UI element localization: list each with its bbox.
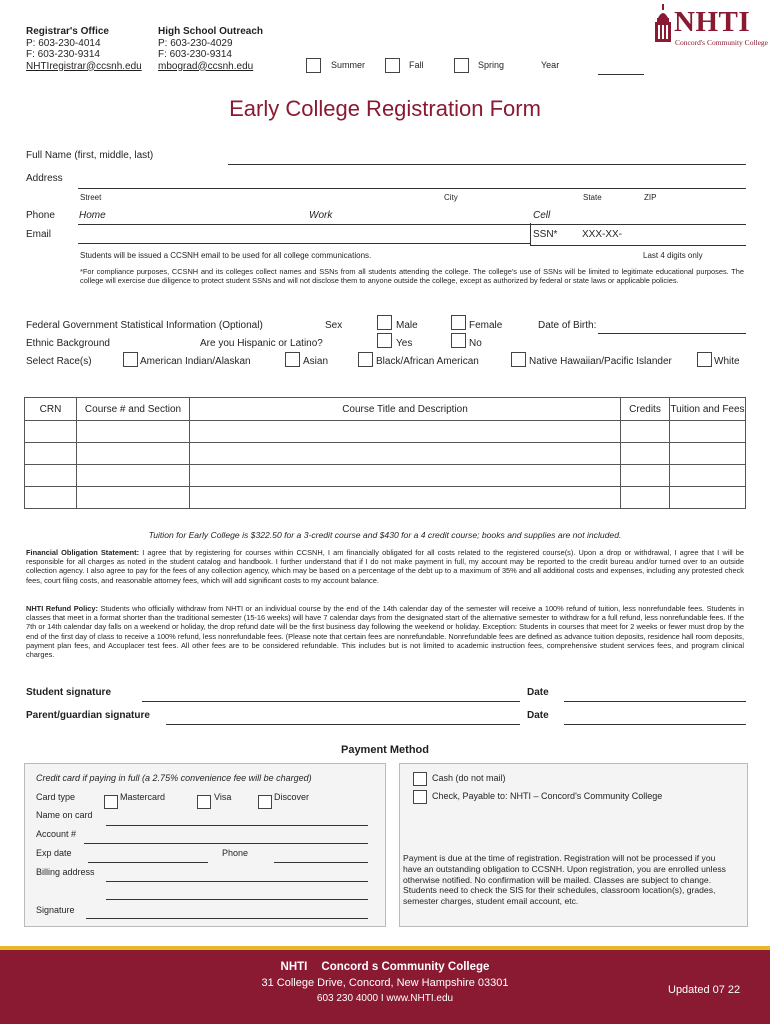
course-title-header: Course Title and Description bbox=[190, 398, 621, 421]
footer-contact[interactable]: 603 230 4000 I www.NHTI.edu bbox=[316, 993, 454, 1004]
refund-label: NHTI Refund Policy: bbox=[26, 604, 98, 613]
phone-label: Phone bbox=[26, 210, 55, 221]
female-label: Female bbox=[469, 320, 503, 331]
logo-name: NHTI bbox=[674, 6, 751, 38]
exp-date-field[interactable] bbox=[88, 862, 208, 863]
male-checkbox[interactable] bbox=[377, 315, 392, 330]
email-note: Students will be issued a CCSNH email to be used for all college communications. bbox=[80, 251, 372, 260]
yes-checkbox[interactable] bbox=[377, 333, 392, 348]
tuition-header: Tuition and Fees bbox=[670, 398, 746, 421]
credit-card-box bbox=[24, 763, 386, 927]
course-row[interactable] bbox=[25, 487, 746, 509]
summer-checkbox[interactable] bbox=[306, 58, 321, 73]
race-black-label: Black/African American bbox=[376, 356, 479, 367]
mastercard-label: Mastercard bbox=[120, 792, 166, 802]
registrar-fax: F: 603-230-9314 bbox=[26, 49, 100, 60]
check-checkbox[interactable] bbox=[413, 790, 427, 804]
address-label: Address bbox=[26, 173, 63, 184]
home-phone-label: Home bbox=[79, 210, 106, 221]
race-label: Select Race(s) bbox=[26, 356, 92, 367]
race-white-checkbox[interactable] bbox=[697, 352, 712, 367]
card-type-label: Card type bbox=[36, 792, 76, 802]
financial-label: Financial Obligation Statement: bbox=[26, 548, 140, 557]
exp-date-label: Exp date bbox=[36, 848, 72, 858]
course-table-header bbox=[25, 398, 746, 421]
visa-label: Visa bbox=[214, 792, 232, 802]
billing-address-label: Billing address bbox=[36, 867, 95, 877]
race-asian-label: Asian bbox=[303, 356, 329, 367]
footer-updated: Updated 07 22 bbox=[668, 984, 741, 996]
yes-label: Yes bbox=[396, 338, 413, 349]
street-label: Street bbox=[80, 193, 102, 202]
summer-label: Summer bbox=[331, 60, 366, 70]
parent-signature-label: Parent/guardian signature bbox=[26, 710, 150, 721]
crn-header: CRN bbox=[25, 398, 77, 421]
ssn-field[interactable]: XXX-XX- bbox=[582, 229, 623, 240]
city-label: City bbox=[444, 193, 458, 202]
refund-policy bbox=[26, 604, 744, 659]
fall-label: Fall bbox=[409, 60, 424, 70]
billing-address-field-2[interactable] bbox=[106, 899, 368, 900]
registrar-phone: P: 603-230-4014 bbox=[26, 37, 101, 49]
account-field[interactable] bbox=[84, 843, 368, 844]
work-phone-label: Work bbox=[309, 210, 333, 221]
course-section-header: Course # and Section bbox=[77, 398, 190, 421]
race-american-indian-label: American Indian/Alaskan bbox=[140, 356, 251, 367]
spring-label: Spring bbox=[478, 60, 505, 70]
race-black-checkbox[interactable] bbox=[358, 352, 373, 367]
financial-statement bbox=[26, 548, 744, 585]
address-field[interactable] bbox=[78, 188, 746, 189]
name-on-card-label: Name on card bbox=[36, 810, 93, 820]
full-name-label: Full Name (first, middle, last) bbox=[26, 150, 154, 161]
payment-notice: Payment is due at the time of registration. Registration will not be processed if you have an outstanding obligation to CCSNH. Upon registration, you are enrolled unless otherwise notified. No confirmation will be mailed. Classes are subject to change. Students need to check the SIS for their schedules, classroom location(s), grades, semester charges, student email account, etc. bbox=[403, 853, 726, 907]
course-row[interactable] bbox=[25, 465, 746, 487]
visa-checkbox[interactable] bbox=[197, 795, 211, 809]
cash-label: Cash (do not mail) bbox=[432, 773, 506, 783]
footer-college-name bbox=[0, 961, 770, 973]
card-phone-label: Phone bbox=[222, 848, 249, 858]
name-on-card-field[interactable] bbox=[106, 825, 368, 826]
footer-name-college: Concord s Community College bbox=[321, 961, 490, 973]
refund-text: Students who officially withdraw from NHTI or an individual course by the end of the 14th calendar day of the semester will receive a 100% refund of tuition, less nonrefundable fees. Students in classes that meet in a format shorter than the traditional semester (15-16 weeks) will have 7 calendar days from the designated start of the alternative semester to withdraw for a full refund, less nonrefundable fees. If the 7th or 14th calendar day falls on a weekend or holiday, the drop refund date will be the first business day following the weekend or holiday. Exception: Students in courses that meet for 2 weeks or fewer must drop by the end of the first day of class to receive a 100% refund, less nonrefundable fees. (Please note that certain fees are nonrefundable. Nonrefundable fees are defined as advance tuition deposits, residence hall room deposits, payment plan fees, and Accuplacer test fees. All other fees are to be considered refundable. This includes but is not limited to academic instruction fees, comprehensive student services fees, and program clinical charges. bbox=[26, 604, 744, 660]
sex-label: Sex bbox=[325, 320, 343, 331]
student-date-label: Date bbox=[527, 687, 549, 698]
nhti-logo-icon bbox=[652, 4, 674, 44]
email-field[interactable] bbox=[78, 243, 530, 244]
spring-checkbox[interactable] bbox=[454, 58, 469, 73]
ssn-divider bbox=[530, 223, 531, 245]
fall-checkbox[interactable] bbox=[385, 58, 400, 73]
stats-heading: Federal Government Statistical Information (Optional) bbox=[26, 320, 263, 331]
race-american-indian-checkbox[interactable] bbox=[123, 352, 138, 367]
outreach-email[interactable]: mbograd@ccsnh.edu bbox=[158, 60, 254, 72]
account-label: Account # bbox=[36, 829, 77, 839]
state-label: State bbox=[583, 193, 602, 202]
compliance-note: *For compliance purposes, CCSNH and its colleges collect names and SSNs from all students attending the college. The college's use of SSNs will be limited to legitimate educational purposes. The college will exercise due diligence to protect student SSNs and will not disclose them to anyone outside the college, except as authorized by federal or state laws or applicable policies. bbox=[80, 267, 744, 286]
ethnic-label: Ethnic Background bbox=[26, 338, 110, 349]
race-white-label: White bbox=[714, 356, 740, 367]
logo-subtitle: Concord's Community College bbox=[675, 38, 769, 47]
dob-label: Date of Birth: bbox=[538, 320, 597, 331]
zip-label: ZIP bbox=[644, 193, 657, 202]
outreach-fax: F: 603-230-9314 bbox=[158, 49, 232, 60]
ssn-underline bbox=[530, 245, 746, 246]
outreach-title: High School Outreach bbox=[158, 26, 264, 37]
financial-text: I agree that by registering for courses within CCSNH, I am financially obligated for all costs related to the registered course(s). Upon a drop or withdrawal, I agree that I will be responsible for all charges as noted in the student catalog and handbook. I further understand that if I do not make payment in full, my account may be reported to the credit bureau and/or turned over to an outside collection agency. I also agree to pay for the fees of any collection agency, which may be based on a percentage of the debt up to a maximum of 35% and all additional costs and expenses, including any protested check fees, court filing costs, and reasonable attorney fees, which will add significant costs to my account balance. bbox=[26, 548, 744, 585]
full-name-field[interactable] bbox=[228, 164, 746, 165]
course-table bbox=[24, 397, 746, 509]
parent-signature-field[interactable] bbox=[166, 724, 520, 725]
race-hawaiian-checkbox[interactable] bbox=[511, 352, 526, 367]
course-row[interactable] bbox=[25, 421, 746, 443]
course-row[interactable] bbox=[25, 443, 746, 465]
race-asian-checkbox[interactable] bbox=[285, 352, 300, 367]
year-field[interactable] bbox=[598, 74, 644, 75]
registrar-email[interactable]: NHTIregistrar@ccsnh.edu bbox=[26, 60, 142, 72]
credits-header: Credits bbox=[621, 398, 670, 421]
phone-field[interactable] bbox=[78, 224, 746, 225]
check-label: Check, Payable to: NHTI – Concord's Community College bbox=[432, 791, 663, 801]
year-label: Year bbox=[541, 60, 560, 70]
outreach-block bbox=[158, 26, 263, 72]
mastercard-checkbox[interactable] bbox=[104, 795, 118, 809]
parent-date-field[interactable] bbox=[564, 724, 746, 725]
registrar-title: Registrar's Office bbox=[26, 26, 109, 37]
discover-label: Discover bbox=[274, 792, 310, 802]
card-phone-field[interactable] bbox=[274, 862, 368, 863]
no-checkbox[interactable] bbox=[451, 333, 466, 348]
page-title: Early College Registration Form bbox=[229, 96, 541, 121]
hispanic-label: Are you Hispanic or Latino? bbox=[200, 338, 323, 349]
ssn-note: Last 4 digits only bbox=[643, 251, 703, 260]
discover-checkbox[interactable] bbox=[258, 795, 272, 809]
ssn-label: SSN* bbox=[533, 229, 558, 240]
card-signature-field[interactable] bbox=[86, 918, 368, 919]
cell-phone-label: Cell bbox=[533, 210, 551, 221]
outreach-phone: P: 603-230-4029 bbox=[158, 37, 233, 49]
student-signature-field[interactable] bbox=[142, 701, 520, 702]
card-signature-label: Signature bbox=[36, 905, 75, 915]
cash-checkbox[interactable] bbox=[413, 772, 427, 786]
email-label: Email bbox=[26, 229, 52, 240]
tuition-note: Tuition for Early College is $322.50 for a 3-credit course and $430 for a 4 credit course; books and supplies are not included. bbox=[148, 530, 622, 540]
parent-date-label: Date bbox=[527, 710, 549, 721]
student-date-field[interactable] bbox=[564, 701, 746, 702]
footer-name-nhti: NHTI bbox=[280, 961, 308, 973]
student-signature-label: Student signature bbox=[26, 687, 112, 698]
no-label: No bbox=[469, 338, 482, 349]
dob-field[interactable] bbox=[598, 333, 746, 334]
female-checkbox[interactable] bbox=[451, 315, 466, 330]
registrar-block bbox=[26, 26, 142, 72]
payment-heading: Payment Method bbox=[340, 744, 429, 756]
race-hawaiian-label: Native Hawaiian/Pacific Islander bbox=[529, 356, 672, 367]
cc-note: Credit card if paying in full (a 2.75% convenience fee will be charged) bbox=[36, 773, 312, 783]
male-label: Male bbox=[396, 320, 418, 331]
footer-address: 31 College Drive, Concord, New Hampshire 03301 bbox=[261, 977, 509, 989]
billing-address-field[interactable] bbox=[106, 881, 368, 882]
